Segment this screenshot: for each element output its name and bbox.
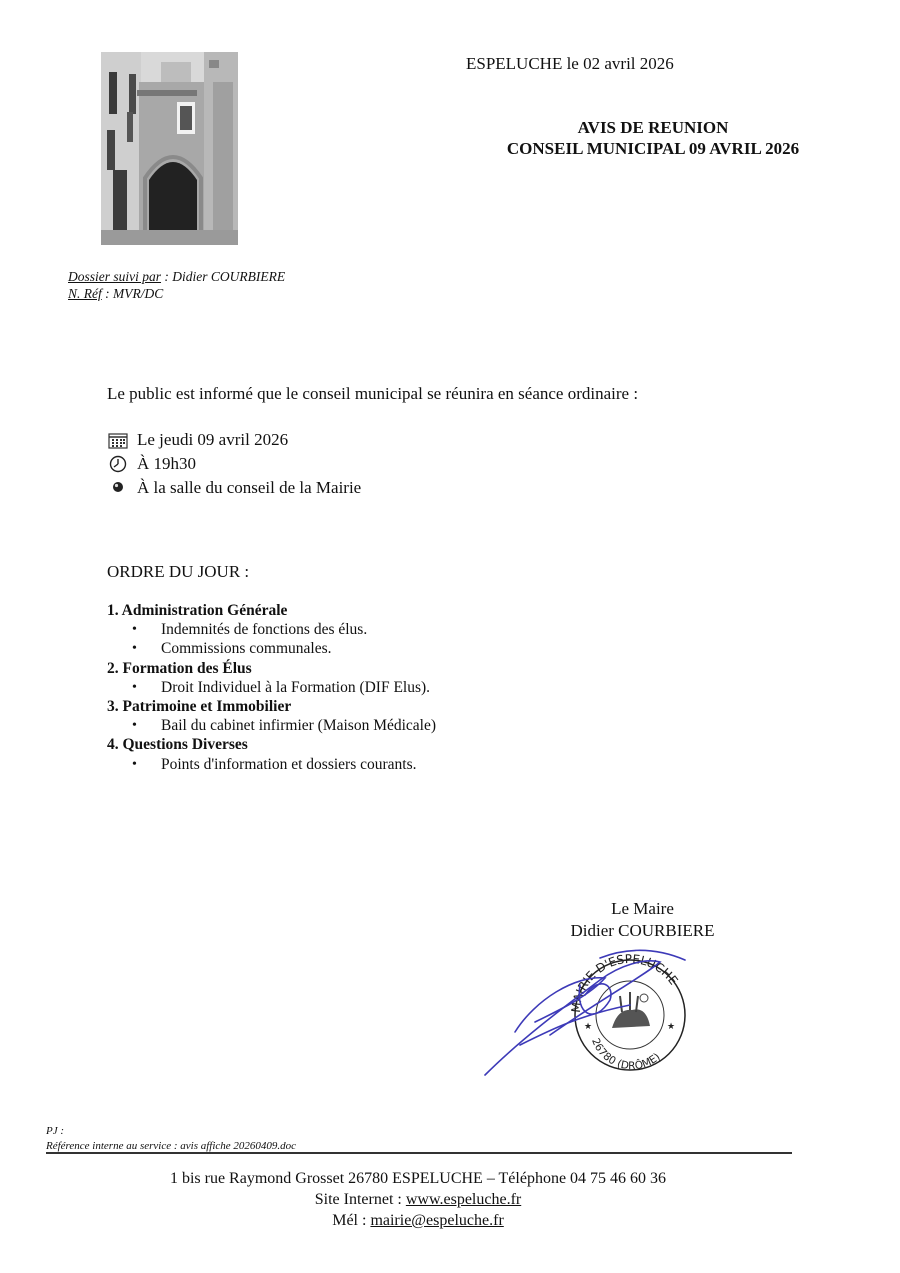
website-link[interactable]: www.espeluche.fr [405,1191,522,1208]
meeting-time: À 19h30 [137,454,197,473]
agenda-item: • Droit Individuel à la Formation (DIF Elus). [107,678,436,697]
agenda-item: • Points d'information et dossiers courants. [107,755,436,774]
email-link[interactable]: mairie@espeluche.fr [370,1212,504,1229]
mail-label: Mél : [332,1212,371,1229]
pj-label: PJ : [46,1125,65,1137]
official-stamp [480,940,700,1080]
svg-text:26780 (DRÔME) [589,1037,663,1073]
meeting-place: À la salle du conseil de la Mairie [137,478,362,497]
signer-role: Le Maire [611,899,674,918]
attachments-note [46,1124,296,1154]
agenda-list [107,601,436,774]
title-line-2: CONSEIL MUNICIPAL 09 AVRIL 2026 [506,139,800,158]
village-photo [101,52,238,245]
meeting-details [107,428,361,500]
clock-icon [107,455,129,473]
meeting-date-row [107,428,361,452]
site-label: Site Internet : [314,1191,406,1208]
svg-text:★: ★ [584,1022,593,1032]
dossier-value: : Didier COURBIERE [161,269,286,284]
internal-reference: Référence interne au service : avis affiche 20260409.doc [46,1140,297,1152]
stamp-text-top: MAIRIE D'ESPELUCHE [568,951,681,1014]
calendar-icon [107,431,129,449]
svg-text:MAIRIE D'ESPELUCHE [569,952,681,1013]
agenda-item: • Commissions communales. [107,639,436,658]
footer-site-line [0,1189,836,1210]
footer-address: 1 bis rue Raymond Grosset 26780 ESPELUCHE – Téléphone 04 75 46 60 36 [169,1170,667,1187]
signature-block [540,898,745,942]
footer-mail-line [0,1210,836,1231]
agenda-item: • Indemnités de fonctions des élus. [107,620,436,639]
ref-value: : MVR/DC [101,286,164,301]
agenda-heading: ORDRE DU JOUR : [107,562,250,581]
meeting-date: Le jeudi 09 avril 2026 [137,430,289,449]
meeting-time-row [107,452,361,476]
agenda-section: 2. Formation des Élus [107,659,252,677]
meeting-place-row [107,476,361,500]
agenda-section: 1. Administration Générale [107,602,288,619]
dossier-label: Dossier suivi par [68,269,162,284]
ref-label: N. Réf [68,286,102,301]
signer-name: Didier COURBIERE [570,921,715,940]
agenda-item: • Bail du cabinet infirmier (Maison Médicale) [107,716,436,735]
agenda-section: 4. Questions Diverses [107,736,248,754]
svg-text:★: ★ [667,1022,676,1032]
stamp-text-bottom: 26780 (DRÔME) [589,1036,663,1073]
dossier-reference [68,268,285,302]
date-line: ESPELUCHE le 02 avril 2026 [466,54,674,73]
footer-divider [46,1152,792,1154]
title-line-1: AVIS DE REUNION [577,118,729,137]
location-icon [107,479,129,497]
agenda-section: 3. Patrimoine et Immobilier [107,698,292,716]
footer [0,1168,836,1231]
intro-text: Le public est informé que le conseil municipal se réunira en séance ordinaire : [107,384,639,403]
document-title [470,117,840,159]
